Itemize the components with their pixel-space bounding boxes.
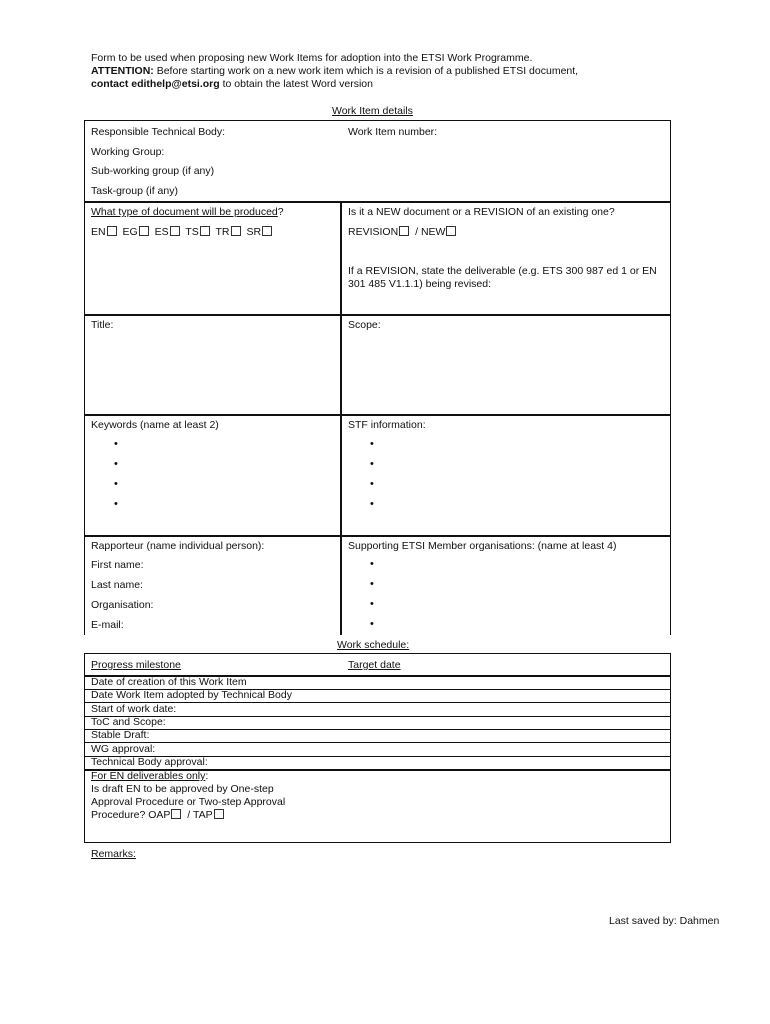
title-label: Title: <box>91 319 114 331</box>
doc-type-tr-label: TR <box>215 226 230 238</box>
en-approval-line: Approval Procedure or Two-step Approval <box>91 796 286 808</box>
divider <box>84 716 671 717</box>
schedule-row-label: Start of work date: <box>91 703 177 715</box>
doc-type-en-checkbox[interactable] <box>107 226 117 236</box>
remarks-label: Remarks: <box>91 848 136 860</box>
milestone-header: Progress milestone <box>91 659 181 671</box>
rapporteur-label: Rapporteur (name individual person): <box>91 540 265 552</box>
schedule-row-label: ToC and Scope: <box>91 716 166 728</box>
oap-checkbox[interactable] <box>171 809 181 819</box>
attention-label: ATTENTION: <box>91 65 154 77</box>
stf-bullet: • <box>370 438 374 450</box>
email-label: E-mail: <box>91 619 124 631</box>
divider <box>84 201 671 203</box>
new-checkbox[interactable] <box>446 226 456 236</box>
responsible-body-label: Responsible Technical Body: <box>91 126 226 138</box>
keyword-bullet: • <box>114 458 118 470</box>
revision-state-label: If a REVISION, state the deliverable (e.g. ETS 300 987 ed 1 or EN 301 485 V1.1.1) being revised: <box>348 265 657 290</box>
working-group-label: Working Group: <box>91 146 165 158</box>
doc-type-es-checkbox[interactable] <box>170 226 180 236</box>
member-bullet: • <box>370 558 374 570</box>
keyword-bullet: • <box>114 478 118 490</box>
doc-type-en-label: EN <box>91 226 106 238</box>
tap-label: / TAP <box>184 809 213 821</box>
divider <box>84 414 671 416</box>
form-intro <box>91 52 691 91</box>
doc-type-question-mark: ? <box>277 206 284 218</box>
member-bullet: • <box>370 618 374 630</box>
tap-checkbox[interactable] <box>214 809 224 819</box>
en-deliverables-text: For EN deliverables only <box>91 770 206 782</box>
work-item-details-title: Work Item details <box>332 105 413 117</box>
member-bullet: • <box>370 598 374 610</box>
keywords-label: Keywords (name at least 2) <box>91 419 219 431</box>
schedule-row-label: Date Work Item adopted by Technical Body <box>91 689 292 701</box>
stf-bullet: • <box>370 458 374 470</box>
divider <box>84 314 671 316</box>
en-deliverables-colon: : <box>205 770 209 782</box>
last-name-label: Last name: <box>91 579 143 591</box>
divider <box>84 742 671 743</box>
keyword-bullet: • <box>114 498 118 510</box>
new-label: / NEW <box>412 226 446 238</box>
contact-email[interactable]: contact edithelp@etsi.org <box>91 78 220 90</box>
stf-label: STF information: <box>348 419 426 431</box>
doc-type-ts-label: TS <box>185 226 199 238</box>
organisation-label: Organisation: <box>91 599 154 611</box>
new-or-revision-question: Is it a NEW document or a REVISION of an existing one? <box>348 206 615 218</box>
doc-type-tr-checkbox[interactable] <box>231 226 241 236</box>
revision-label: REVISION <box>348 226 399 238</box>
en-approval-options <box>91 809 227 821</box>
doc-type-sr-label: SR <box>246 226 262 238</box>
sub-working-group-label: Sub-working group (if any) <box>91 165 215 177</box>
divider <box>84 729 671 730</box>
attention-text: Before starting work on a new work item which is a revision of a published ETSI document, <box>153 65 579 77</box>
supporting-members-label: Supporting ETSI Member organisations: (name at least 4) <box>348 540 617 552</box>
contact-line <box>91 78 691 91</box>
oap-label: Procedure? OAP <box>91 809 171 821</box>
en-deliverables-heading <box>91 770 208 782</box>
schedule-row-label: Technical Body approval: <box>91 756 208 768</box>
work-schedule-title: Work schedule: <box>337 639 410 651</box>
stf-bullet: • <box>370 478 374 490</box>
schedule-row-label: WG approval: <box>91 743 156 755</box>
doc-type-question <box>91 206 284 218</box>
doc-type-ts-checkbox[interactable] <box>200 226 210 236</box>
divider <box>84 535 671 537</box>
work-item-number-label: Work Item number: <box>348 126 438 138</box>
first-name-label: First name: <box>91 559 144 571</box>
doc-type-question-text: What type of document will be produced <box>91 206 278 218</box>
revision-options <box>348 226 459 238</box>
revision-checkbox[interactable] <box>399 226 409 236</box>
en-approval-line: Is draft EN to be approved by One-step <box>91 783 274 795</box>
schedule-row-label: Stable Draft: <box>91 729 150 741</box>
doc-type-sr-checkbox[interactable] <box>262 226 272 236</box>
doc-type-options <box>91 226 275 238</box>
task-group-label: Task-group (if any) <box>91 185 178 197</box>
target-date-header: Target date <box>348 659 401 671</box>
intro-line: Form to be used when proposing new Work Items for adoption into the ETSI Work Programme. <box>91 52 533 64</box>
contact-text: to obtain the latest Word version <box>219 78 373 90</box>
last-saved-footer: Last saved by: Dahmen <box>609 915 720 927</box>
keyword-bullet: • <box>114 438 118 450</box>
column-divider <box>340 201 342 635</box>
member-bullet: • <box>370 578 374 590</box>
doc-type-eg-checkbox[interactable] <box>139 226 149 236</box>
schedule-row-label: Date of creation of this Work Item <box>91 676 247 688</box>
work-item-table <box>84 120 671 635</box>
doc-type-es-label: ES <box>154 226 169 238</box>
doc-type-eg-label: EG <box>122 226 138 238</box>
stf-bullet: • <box>370 498 374 510</box>
attention-line <box>91 65 691 78</box>
scope-label: Scope: <box>348 319 381 331</box>
